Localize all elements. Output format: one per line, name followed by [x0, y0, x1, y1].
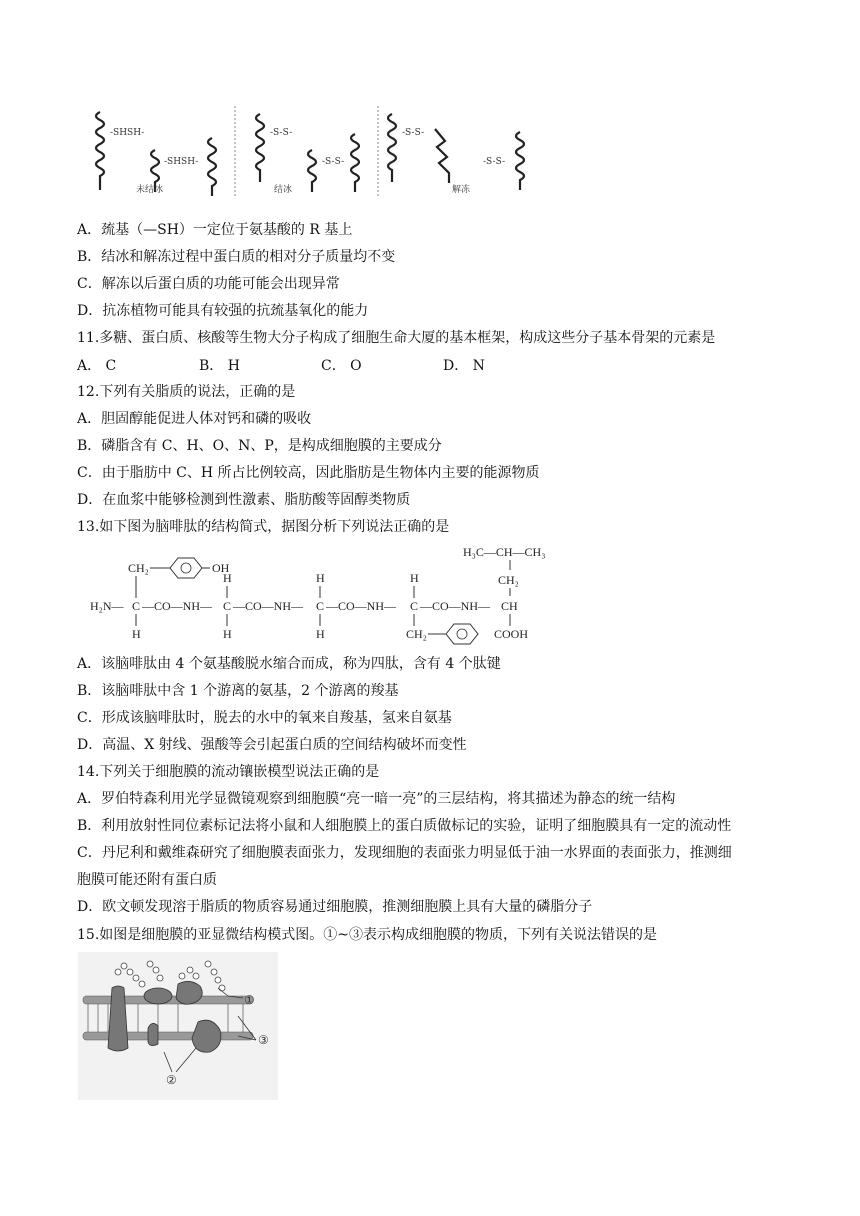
ch2-label: CH₂ [498, 573, 519, 587]
q13-option-c: C．形成该脑啡肽时，脱去的水中的氧来自羧基，氢来自氨基 [77, 710, 452, 726]
q14-option-c: C．丹尼利和戴维森研究了细胞膜表面张力，发现细胞的表面张力明显低于油一水界面的表面张力，推测细 [77, 845, 732, 861]
hydroxyl-label: OH [212, 561, 230, 575]
alpha-carbon: C [316, 599, 325, 613]
ch2-label: CH₂ [128, 561, 149, 575]
h-atom: H [132, 627, 141, 641]
bond-label: -S-S- [483, 157, 506, 167]
caption-unfrozen: 未结冰 [136, 185, 164, 195]
bond-label: -SHSH- [110, 128, 145, 138]
q10-option-c: C．解冻以后蛋白质的功能可能会出现异常 [77, 276, 340, 292]
isobutyl-label: H₃C—CH—CH₃ [463, 545, 546, 559]
q11-options [77, 356, 485, 376]
alpha-carbon: C [223, 599, 232, 613]
caption-frozen: 结冰 [274, 185, 293, 195]
q14-option-b: B．利用放射性同位素标记法将小鼠和人细胞膜上的蛋白质做标记的实验，证明了细胞膜具有一定的流动性 [77, 818, 732, 834]
q11-option-a: A． C [77, 358, 117, 374]
q14-stem: 14.下列关于细胞膜的流动镶嵌模型说法正确的是 [77, 764, 380, 780]
q10-option-b: B．结冰和解冻过程中蛋白质的相对分子质量均不变 [77, 249, 396, 265]
h-atom: H [316, 627, 325, 641]
bond-label: -S-S- [322, 157, 345, 167]
bond-label: -SHSH- [164, 157, 199, 167]
q14-option-a: A．罗伯特森利用光学显微镜观察到细胞膜“亮一暗一亮”的三层结构，将其描述为静态的统一结构 [77, 791, 676, 807]
q15-stem: 15.如图是细胞膜的亚显微结构模式图。①~③表示构成细胞膜的物质，下列有关说法错误的是 [77, 927, 657, 943]
q11-option-c: C． O [321, 358, 362, 374]
marker-3: ③ [258, 1033, 269, 1047]
q14-option-d: D．欧文顿发现溶于脂质的物质容易通过细胞膜，推测细胞膜上具有大量的磷脂分子 [77, 899, 593, 915]
q10-option-d: D．抗冻植物可能具有较强的抗巯基氧化的能力 [77, 303, 369, 319]
q12-option-b: B．磷脂含有 C、H、O、N、P，是构成细胞膜的主要成分 [77, 438, 442, 454]
q13-option-a: A．该脑啡肽由 4 个氨基酸脱水缩合而成，称为四肽，含有 4 个肽键 [77, 656, 501, 672]
bond-label: -S-S- [402, 128, 425, 138]
alpha-carbon: C [132, 599, 141, 613]
q11-option-d: D． N [443, 358, 485, 374]
h-atom: H [410, 571, 419, 585]
q12-option-d: D．在血浆中能够检测到性激素、脂肪酸等固醇类物质 [77, 492, 411, 508]
peptide-bond: —CO—NH— [420, 599, 491, 613]
carboxyl-terminus: COOH [494, 627, 529, 641]
peptide-bond: —CO—NH— [326, 599, 397, 613]
amino-terminus: H₂N— [90, 599, 124, 613]
q13-stem: 13.如下图为脑啡肽的结构简式，据图分析下列说法正确的是 [77, 519, 450, 535]
bond-label: -S-S- [270, 128, 293, 138]
q11-stem: 11.多糖、蛋白质、核酸等生物大分子构成了细胞生命大厦的基本框架，构成这些分子基本骨架的元素是 [77, 330, 716, 346]
caption-thawed: 解冻 [452, 185, 471, 195]
marker-1: ① [244, 993, 255, 1007]
cell-membrane-figure [78, 952, 278, 1100]
q14-option-c-cont: 胞膜可能还附有蛋白质 [77, 872, 217, 888]
q13-option-d: D．高温、X 射线、强酸等会引起蛋白质的空间结构破坏而变性 [77, 737, 467, 753]
ch2-label: CH₂ [406, 627, 427, 641]
marker-2: ② [166, 1073, 177, 1087]
h-atom: H [316, 571, 325, 585]
q10-option-a: A．巯基（—SH）一定位于氨基酸的 R 基上 [77, 222, 353, 238]
q11-option-b: B． H [199, 358, 240, 374]
alpha-carbon: CH [501, 599, 518, 613]
peptide-bond: —CO—NH— [233, 599, 304, 613]
alpha-carbon: C [410, 599, 419, 613]
q12-stem: 12.下列有关脂质的说法，正确的是 [77, 384, 296, 400]
enkephalin-structure-figure [80, 540, 570, 648]
protein-freezing-figure [80, 104, 540, 200]
q12-option-a: A．胆固醇能促进人体对钙和磷的吸收 [77, 411, 312, 427]
peptide-bond: —CO—NH— [142, 599, 213, 613]
h-atom: H [223, 571, 232, 585]
h-atom: H [223, 627, 232, 641]
q13-option-b: B．该脑啡肽中含 1 个游离的氨基，2 个游离的羧基 [77, 683, 399, 699]
q12-option-c: C．由于脂肪中 C、H 所占比例较高，因此脂肪是生物体内主要的能源物质 [77, 465, 540, 481]
